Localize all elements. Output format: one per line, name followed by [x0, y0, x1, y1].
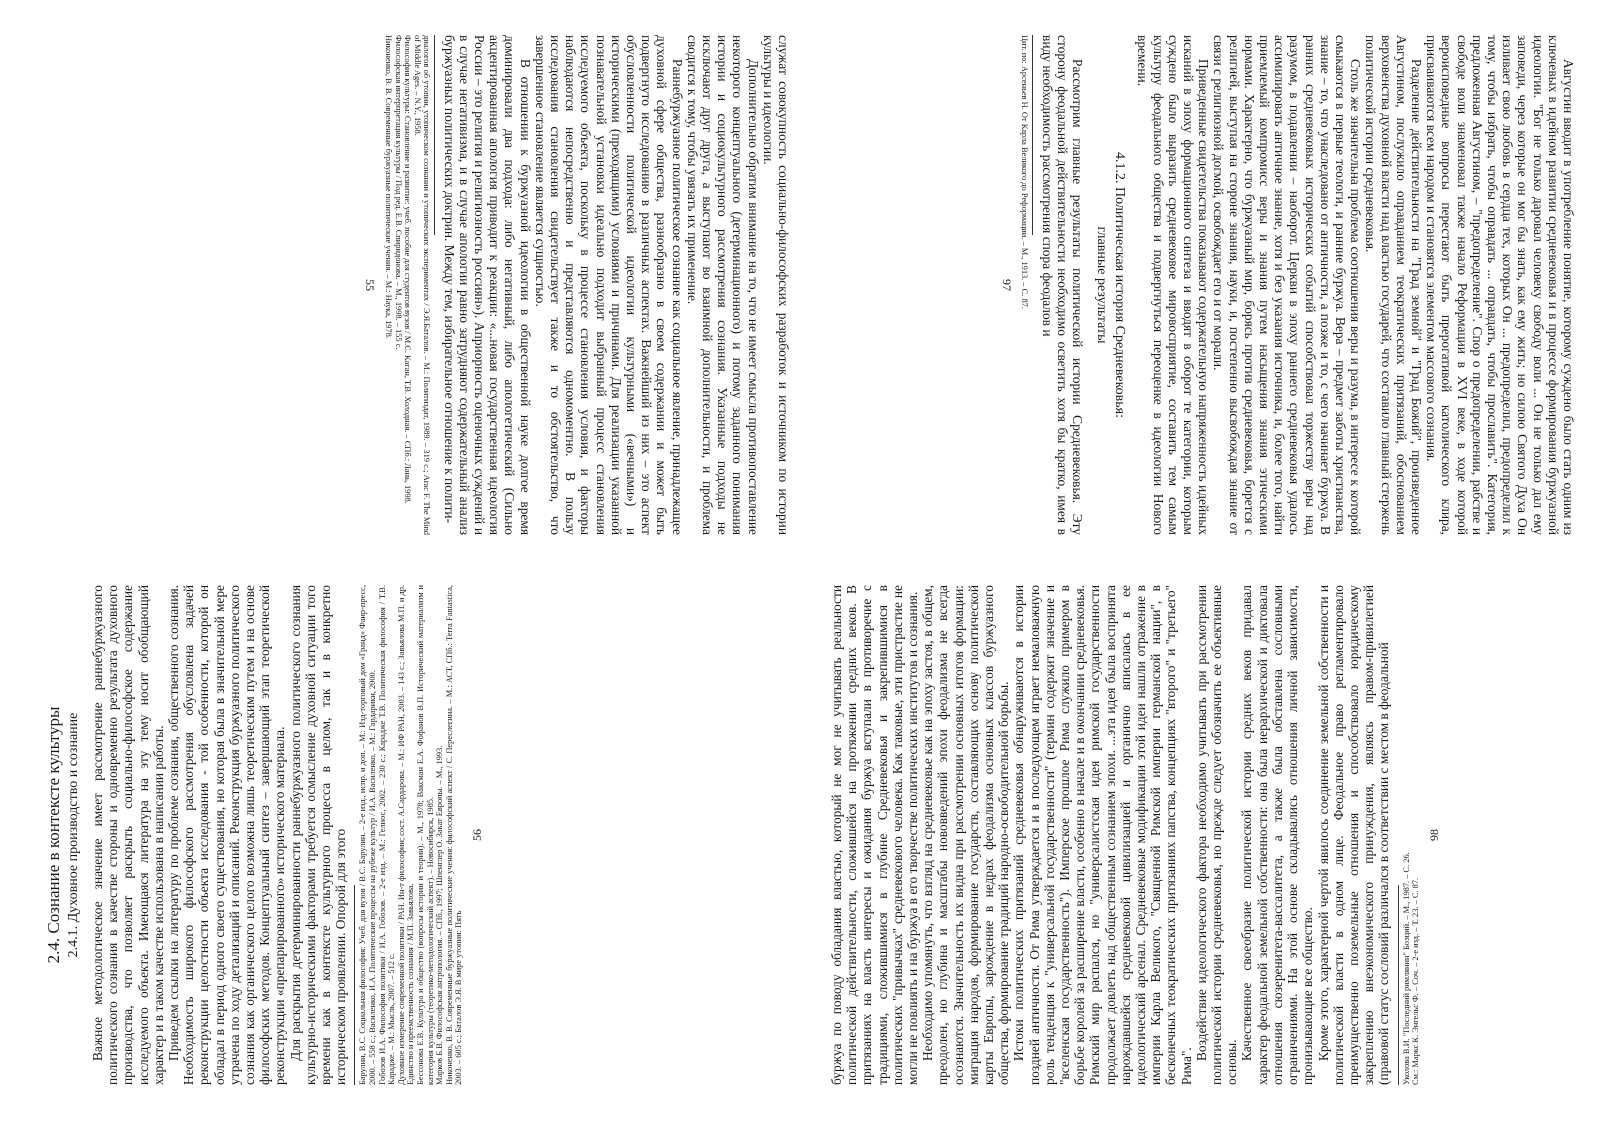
paragraph: Истоки политических притязаний средневековья обнаруживаются в истории поздней античности. От Рима утверждается и в последующем играет немаловажную роль тенденция к "универсальной государственности" (термин содержит значение и "вселенская государственность"). Имперское прошлое Рима служило примером в борьбе королей за расширение власти, особенно в начале и в окончании средневековья. Римский мир распался, но "универсалистская идея римской государственности продолжает довлеть над общественным сознанием эпохи. ...эта идея была воспринята нарождавшейся средневековой цивилизацией и органично вписалась в ее идеологический арсенал. Средневековые модификации этой идеи нашли отражение в империи Карла Великого, "Священной Римской империи германской нации", в бесконечных теократических притязаниях папства, концепциях "второго" и "третьего" Рима". — [1011, 585, 1194, 1085]
footnote: Цит. по: Арсеньев Н. От Карла Великого до Реформации. – М., 1913. – С. 87. — [1020, 35, 1030, 309]
footnote: Уколова В.И. "Последний римлянин" Боэций. – М., 1987. – С. 26. — [1401, 852, 1411, 1085]
page-56-body — [90, 585, 348, 1085]
section-title: 4.1.2. Политическая история Средневековья: — [1112, 152, 1128, 418]
page-55-content — [40, 25, 795, 545]
paragraph: Воздействие идеологического фактора необходимо учитывать при рассмотрении политической истории средневековья, но прежде следует обозначить ее объективные основы. — [1193, 585, 1240, 1085]
page-number: 55 — [363, 279, 378, 291]
page-number: 98 — [1426, 829, 1441, 841]
footnote: Гобозов И.А. Философия политики / И.А. Гобозов. – 2-е изд. – М.: Гелиос, 2002. – 230 с.; Карадже Т.В. Политическая философия / Т.В. Карадже. – М.: Мысль, 2007. – 512 с. — [377, 585, 397, 1085]
paragraph: буржуа по поводу обладания властью, который не мог не учитывать реальности политической действительности, сложившейся на протяжении средних веков. В притязаниях на власть интересы и ожидания буржуа вступали в противоречие с традициями, сложившимися в глубине Средневековья и закрепившимися в политических "привычках" средневекового человека. Как таковые, эти пристрастие не могли не повлиять и на буржуа в его творчестве политических институтов и сознания. — [829, 585, 921, 1085]
paragraph: Рассмотрим главные результаты политической истории Средневековья. Эту сторону феодальной действительности необходимо осветить хотя бы кратко, имея в виду необходимость рассмотрения спора феодалов и — [1039, 35, 1086, 535]
page-56-content — [40, 575, 795, 1095]
subsection-title: главные результаты — [1094, 226, 1110, 344]
paragraph: Столь же значительна проблема соотношения веры и разума, в интересе к которой смыкаются в первые теологи, и ранние буржуа. Вера – предмет заботы христианства, знание – то, что унаследовано от античности, а позже и то, с чего начинает буржуа. В ранних средневековых исторических событий способствовал торжеству веры над разумом, в подавлении – наоборот. Церкви в эпоху раннего средневековья удалось ассимилировать античное знание, хотя и без указания источника, и, более того, найти приемлемый компромисс веры и знания путем насыщения знания этическими нормами. Характерно, что буржуазный мир, борясь против средневековья, борется с религией, выступая на стороне знания, науки, и, постепенно высвобождая знание от связи с религиозной догмой, освобождает его и от морали. — [1211, 35, 1364, 535]
page-97-body — [1135, 35, 1576, 535]
footnote: См.: Маркс К. Энгельс Ф. – Соч. – 2-е изд. – Т. 23. – С. 87. — [1411, 877, 1421, 1085]
footnote-divider — [1398, 885, 1399, 1085]
footnote: Философия культуры: Становление и развитие: учеб. пособие для студентов вузов / М.С. Каган, Т.В. Холодная. – СПб.: Лань, 1998. — [403, 35, 413, 504]
paragraph: служат совокупность социально-философских разработок и источником по истории культуры и идеологии. — [760, 35, 791, 535]
section-title: 2.4. Сознание в контексте культуры — [44, 706, 63, 964]
page-55-body — [441, 35, 791, 535]
subsection-title: 2.4.1. Духовное производство и сознание — [66, 712, 81, 958]
footnote-divider — [1033, 35, 1034, 235]
paragraph: Приведем ссылки на литературу по проблеме сознания, общественного сознания. Необходимость широкого философского рассмотрения обусловлена задачей реконструкции целостности объекта исследования - той особенности, которой он обладал в период одного своего существования, но которая была в значительной мере утрачена по ходу детализаций и описаний. Реконструкция буржуазного политического сознания как органического целого возможна лишь теоретическим путем и на основе философских методов. Концептуальный синтез – завершающий этап теоретической реконструкции «препарированного» исторического материала. — [166, 585, 288, 1085]
footnote: Бессонова Е.В. Культура и общество (вопросы истории и теории). – М., 1978; Ваксман Е.А. Фофанов В.П. Исторический материализм и категория культуры (теоретико-методологический аспект). – Новосибирск, 1985. — [416, 585, 435, 1085]
footnote: Философская интерпретация культуры / Под ред. Е.В. Спиридонова. – М., 1998. – 155 с. — [393, 35, 403, 350]
paragraph: Раннебуржуазное политическое сознание как социальное явление, принадлежащее духовной сфере общества, разнообразно в своем содержании и может быть подвергнуто исследованию в различных аспектах. Важнейший из них – это аспект обусловленности политической идеологии культурными («вечными») и историческими (преходящими) условиями и причинами. Для реализации указанной познавательной установки идеально подходит выбранный процесс становления исследуемого объекта, поскольку в процессе становления условия, и факторы наблюдаются непосредственно и представляются одномоментно. В пользу исследования становления свидетельствует также и то обстоятельство, что завершенное становление является сущностью. — [532, 35, 685, 535]
footnote: Марков Б.В. Философская антропология. – СПб., 1997; Шпенглер О. Закат Европы. – М., 1993. — [435, 745, 445, 1085]
page-55-footnotes — [383, 35, 431, 535]
paragraph: Необходимо упомянуть, что взгляд на средневековье как на эпоху застоя, в общем, преодолен, но глубина и масштабы нововведений эпохи феодализма не всегда осознаются. Значительность их видна при рассмотрении основных итогов формации: миграция народов, формирование государств, составляющих основу политической карты Европы, зарождение в недрах феодализма основных классов буржуазного общества, формирование традиций народно-освободительной борьбы. — [920, 585, 1012, 1085]
page-55 — [40, 25, 795, 545]
page-56-footnotes — [358, 585, 464, 1085]
footnote-divider — [354, 885, 355, 1085]
paragraph: Разделение действительности на "Град земной" и "Град Божий", произведенное Августином, послужило оправданием теократических притязаний, обоснованием верховенства духовной власти над властью государей, что составило главный стержень политической истории средневековья. — [1363, 35, 1424, 535]
page-98-content — [825, 575, 1580, 1095]
paragraph: Важное методологическое значение имеет рассмотрение раннебуржуазного политического сознания в качестве стороны и одновременно результата духовного производства, что позволяет раскрыть социально-философское содержание исследуемого объекта. Имеющаяся литература на эту тему носит обобщающий характер и в таком качестве использована в написании работы. — [90, 585, 166, 1085]
footnote-divider — [434, 35, 435, 235]
paragraph: Для раскрытия детерминированности раннебуржуазного политического сознания культурно-историческими факторами требуется осмысление духовной ситуации того времени как в контексте культурного процесса в целом, так и в конкретно историческом проявлении. Опорой для этого — [287, 585, 349, 1085]
paragraph: Приведенные свидетельства показывают содержательную напряженность идейных исканий в эпоху формационного синтеза и вводят в оборот те категории, которым суждено было выразить средневековое мировосприятие, составить тем самым культуру феодального общества и подвергнуться переоценке в идеологии Нового времени. — [1135, 35, 1212, 535]
footnote: Никоненко, В. В. Современные буржуазные политические учения: философский аспект / С. Переслегина. – М.: АСТ, СПб.: Terra Fantastica, 2003. – 605 с.; Баталов Э.Я. В мире утопии: Пять — [444, 585, 464, 1085]
page-number: 97 — [999, 279, 1014, 291]
page-97 — [825, 25, 1580, 545]
page-98 — [825, 575, 1580, 1095]
paragraph: Дополнительно обратим внимание на то, что не имеет смысла противопоставление некоторого концептуального (детерминационного) и потому заданного понимания истории и социокультурного рассмотрения сознания. Указанные подходы не исключают друг друга, а выступают во взаимной дополнительности, и проблема сводится к тому, чтобы увязать их применение. — [684, 35, 761, 535]
paragraph: Августин вводит в употребление понятие, которому суждено было стать одним из ключевых в идейном развитии средневековья и в процессе формирования буржуазной идеологии. "Бог не только даровал человеку свободу воли ... Он не только дал ему заповеди, через которые он мог бы знать, как ему жить; но силою Святого Духа Он изливает свою любовь в сердца тех, которых Он ... предопределил, предопределил к тому, чтобы избрать, чтобы оправдать ... оправдать, чтобы прославить". Категория, предложенная Августином, – "предопределение". Спор о предопределении, рабстве и свободе воли знаменовал также начало Реформации в XVI веке, в ходе которой вероисповедные вопросы перестают быть прерогативой католического клира, присваиваются всем народом и становятся элементом массового сознания. — [1424, 35, 1576, 535]
paragraph: В отношении к буржуазной идеологии в общественной науке долгое время доминировали два подхода: либо негативный, либо апологетический (Сильно акцентированная апология приводит к реакции: «...новая государственная идеология России – это религия и религиозность россиян»). Априорность оценочных суждений и в случае негативизма, и в случае апологии равно затрудняют содержательный анализ буржуазных политических доктрин. Между тем, избирательное отношение к полити- — [441, 35, 533, 535]
paragraph: Кроме этого, характерной чертой явилось соединение земельной собственности и политической власти в одном лице. Феодальное право регламентировало преимущественно поземельные отношения и способствовало юридическому закреплению внеэкономического принуждения, являясь правом-привилегией (правовой статус сословий различался в соответствии с местом в феодальной — [1315, 585, 1392, 1085]
page-97-content — [825, 25, 1580, 545]
paragraph: Качественное своеобразие политической истории средних веков придавал характер феодальной земельной собственности: она была иерархической и диктовала отношения сюзеренитета-вассалитета, а также была обставлена сословными ограничениями. На этой основе складывались отношения личной зависимости, пронизывающие все общество. — [1239, 585, 1316, 1085]
footnote: Барулин, В.С. Социальная философия: Учеб. для вузов / В.С. Барулин. – 2-е изд., испр. и доп. – М.: Изд-торговый дом «Гранд» Фаир-пресс, 2000. – 558 с.; Василенко, И.А. Политические процессы на рубеже культур / И.А. Василенко. – М.: Гардарики, 2000. — [358, 585, 378, 1085]
page-number: 56 — [469, 829, 484, 841]
footnote: диалогов об утопии, утопическом сознании и утопических экспериментах / Э.Я.Баталов. – М.: Политиздат, 1989. – 319 с.; Arac F. The Mind of Middle Ages. – N.Y., 1958. — [412, 35, 432, 535]
page-98-body — [829, 585, 1392, 1085]
footnote: Духовное измерение современной политики / РАН. Ин-т философии; сост. А.Сардарова. – М.: ИФ РАН, 2003. – 143 с.; Завьялова М.П. и др. Единство и преемственность сознания / М.П. Завьялова. — [396, 585, 416, 1085]
footnote: Никоненко, В. В. Современные буржуазные политические учения. – М.: Наука, 1978. — [383, 35, 393, 339]
page-56 — [40, 575, 795, 1095]
